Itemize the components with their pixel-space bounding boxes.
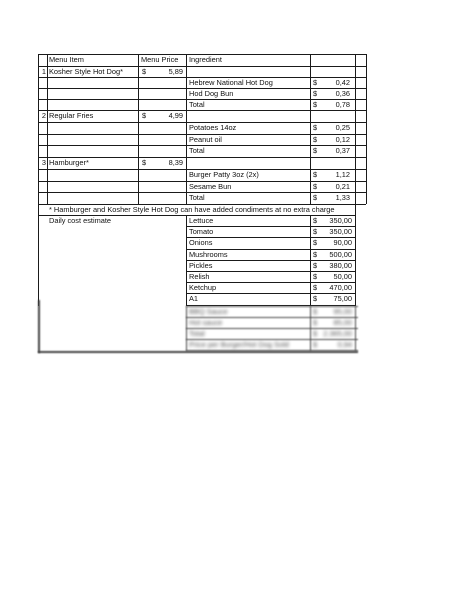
header-menu-price: Menu Price <box>141 55 179 64</box>
blurred-bottom-border <box>38 351 358 353</box>
blurred-row-name: Hot sauce <box>189 318 223 327</box>
blurred-row-currency: $ <box>313 318 318 327</box>
condiment-cost: 380,00 <box>329 260 352 270</box>
condiment-currency: $ <box>313 260 318 270</box>
header-ingredient: Ingredient <box>189 55 222 64</box>
condiment-cost: 470,00 <box>329 283 352 293</box>
daily-cost-label: Daily cost estimate <box>49 216 112 225</box>
ingredient-cost: 0,36 <box>335 89 350 98</box>
condiment-name: Tomato <box>189 227 214 237</box>
blurred-row-cost: 2.365,00 <box>323 329 352 338</box>
condiment-currency: $ <box>313 272 318 281</box>
grid-line <box>310 54 311 204</box>
blurred-row-cost: 85,00 <box>333 318 352 327</box>
condiment-cost: 350,00 <box>329 227 352 237</box>
grid-line <box>355 54 356 204</box>
ingredient-total-cost: 0,37 <box>335 146 350 155</box>
ingredient-name: Peanut oil <box>189 135 222 144</box>
menu-item-number: 1 <box>41 67 46 76</box>
ingredient-currency: $ <box>313 89 318 98</box>
ingredient-cost: 1,12 <box>335 170 350 179</box>
blurred-grid-line <box>186 306 358 307</box>
condiment-name: Onions <box>189 238 213 248</box>
ingredient-currency: $ <box>313 135 318 144</box>
grid-line <box>38 99 366 100</box>
condiment-name: Pickles <box>189 260 213 270</box>
ingredient-cost: 0,21 <box>335 182 350 191</box>
menu-item-name: Kosher Style Hot Dog* <box>49 67 123 76</box>
ingredient-name: Hod Dog Bun <box>189 89 234 98</box>
blurred-grid-line <box>186 306 187 351</box>
blurred-row-cost: 0,94 <box>337 340 352 349</box>
grid-line <box>186 282 355 283</box>
ingredient-name: Potatoes 14oz <box>189 123 237 132</box>
grid-line <box>366 54 367 204</box>
grid-line <box>355 204 356 306</box>
blurred-grid-line <box>310 306 311 351</box>
ingredient-total-label: Total <box>189 146 205 155</box>
blurred-grid-line <box>186 317 358 318</box>
grid-line <box>38 169 366 170</box>
blurred-grid-line <box>355 306 356 351</box>
grid-line <box>186 54 187 204</box>
condiment-cost: 90,00 <box>333 238 352 248</box>
condiment-name: Ketchup <box>189 283 217 293</box>
condiment-currency: $ <box>313 216 318 225</box>
grid-line <box>186 271 355 272</box>
condiment-currency: $ <box>313 238 318 248</box>
ingredient-currency: $ <box>313 170 318 179</box>
menu-price-currency: $ <box>142 111 147 120</box>
ingredient-total-cost: 1,33 <box>335 193 350 202</box>
condiment-cost: 75,00 <box>333 294 352 304</box>
grid-line <box>186 293 355 294</box>
grid-line <box>310 215 311 306</box>
blurred-row-currency: $ <box>313 329 318 338</box>
ingredient-currency: $ <box>313 182 318 191</box>
condiment-currency: $ <box>313 227 318 237</box>
grid-line <box>38 204 366 205</box>
blurred-row-name: BBQ Sauce <box>189 307 228 316</box>
condiment-currency: $ <box>313 249 318 259</box>
header-menu-item: Menu Item <box>49 55 84 64</box>
blurred-left-border <box>38 300 40 353</box>
ingredient-currency: $ <box>313 123 318 132</box>
ingredient-total-label: Total <box>189 100 205 109</box>
grid-line <box>38 66 366 67</box>
ingredient-currency: $ <box>313 78 318 87</box>
grid-line <box>38 145 366 146</box>
grid-line <box>38 88 366 89</box>
blurred-row-cost: 95,00 <box>333 307 352 316</box>
ingredient-currency: $ <box>313 100 318 109</box>
grid-line <box>186 215 355 216</box>
grid-line <box>38 77 366 78</box>
grid-line <box>186 249 355 250</box>
menu-price-value: 4,99 <box>168 111 183 120</box>
ingredient-total-label: Total <box>189 193 205 202</box>
condiment-currency: $ <box>313 283 318 293</box>
condiment-currency: $ <box>313 294 318 304</box>
grid-line <box>186 215 187 306</box>
condiment-cost: 50,00 <box>333 272 352 281</box>
grid-line <box>38 110 366 111</box>
condiment-cost: 350,00 <box>329 216 352 225</box>
menu-price-currency: $ <box>142 67 147 76</box>
ingredient-cost: 0,12 <box>335 135 350 144</box>
condiment-name: Relish <box>189 272 210 281</box>
ingredient-name: Burger Patty 3oz (2x) <box>189 170 259 179</box>
menu-item-name: Regular Fries <box>49 111 94 120</box>
blurred-row-name: Price per Burger/Hot Dog Sold <box>189 340 289 349</box>
ingredient-cost: 0,25 <box>335 123 350 132</box>
ingredient-name: Sesame Bun <box>189 182 232 191</box>
blurred-grid-line <box>186 328 358 329</box>
ingredient-cost: 0,42 <box>335 78 350 87</box>
condiment-name: Lettuce <box>189 216 214 225</box>
menu-item-name: Hamburger* <box>49 158 89 167</box>
blurred-row-currency: $ <box>313 307 318 316</box>
menu-item-number: 2 <box>41 111 46 120</box>
grid-line <box>38 192 366 193</box>
menu-price-currency: $ <box>142 158 147 167</box>
blurred-row-name: Total <box>189 329 205 338</box>
footnote: * Hamburger and Kosher Style Hot Dog can have added condiments at no extra charge <box>49 205 335 214</box>
grid-line <box>38 134 366 135</box>
ingredient-total-cost: 0,78 <box>335 100 350 109</box>
menu-price-value: 5,89 <box>168 67 183 76</box>
ingredient-name: Hebrew National Hot Dog <box>189 78 273 87</box>
grid-line <box>38 54 39 306</box>
grid-line <box>47 54 48 204</box>
grid-line <box>138 54 139 204</box>
grid-line <box>38 157 366 158</box>
grid-line <box>186 237 355 238</box>
condiment-name: Mushrooms <box>189 249 228 259</box>
ingredient-currency: $ <box>313 146 318 155</box>
blurred-row-currency: $ <box>313 340 318 349</box>
condiment-cost: 500,00 <box>329 249 352 259</box>
grid-line <box>186 260 355 261</box>
grid-line <box>186 226 355 227</box>
blurred-grid-line <box>186 339 358 340</box>
ingredient-currency: $ <box>313 193 318 202</box>
grid-line <box>38 54 366 55</box>
menu-item-number: 3 <box>41 158 46 167</box>
grid-line <box>38 122 366 123</box>
grid-line <box>38 181 366 182</box>
condiment-name: A1 <box>189 294 199 304</box>
menu-price-value: 8,39 <box>168 158 183 167</box>
